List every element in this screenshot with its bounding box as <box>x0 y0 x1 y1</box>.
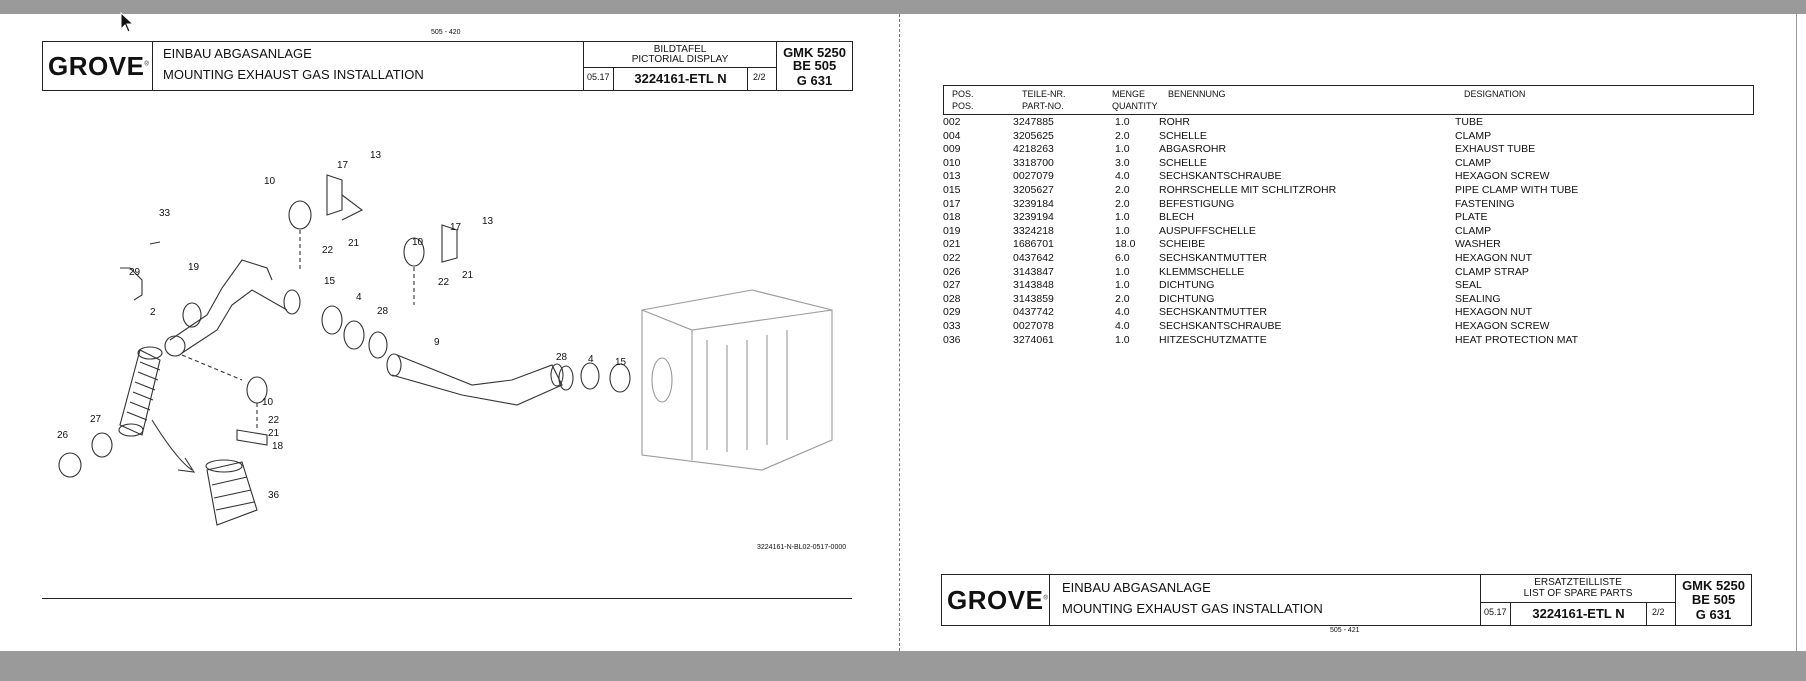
svg-text:19: 19 <box>188 262 200 273</box>
svg-text:4: 4 <box>356 292 362 303</box>
sheet-number-right: 2/2 <box>1652 607 1665 617</box>
logo-cell <box>43 42 153 90</box>
fastening-17-top <box>327 175 342 215</box>
table-row <box>943 211 1753 225</box>
model-line-3-right: G 631 <box>1695 607 1732 622</box>
cell-name-en: FASTENING <box>1455 197 1515 210</box>
cell-name-en: CLAMP <box>1455 129 1492 142</box>
cell-part: 3318700 <box>1013 156 1054 169</box>
table-row <box>943 143 1753 157</box>
cell-pos: 002 <box>943 116 961 128</box>
cell-pos: 018 <box>943 211 961 224</box>
cell-part: 3239194 <box>1013 211 1054 224</box>
header-pos-de: POS. <box>952 89 974 99</box>
cell-part: 4218263 <box>1013 143 1054 156</box>
cell-name-de: DICHTUNG <box>1159 279 1215 292</box>
cell-name-de: DICHTUNG <box>1159 292 1215 305</box>
svg-text:13: 13 <box>370 150 382 161</box>
cell-qty: 4.0 <box>1115 319 1130 332</box>
page-right-edge <box>1796 14 1806 651</box>
table-row <box>943 252 1753 266</box>
exhaust-tube-part <box>387 354 563 405</box>
cell-name-de: SECHSKANTMUTTER <box>1159 306 1267 319</box>
svg-text:33: 33 <box>159 208 171 219</box>
cell-name-en: WASHER <box>1455 238 1501 251</box>
cell-name-en: PIPE CLAMP WITH TUBE <box>1455 183 1579 196</box>
title-de: EINBAU ABGASANLAGE <box>163 46 312 61</box>
doc-type-en: PICTORIAL DISPLAY <box>631 54 729 65</box>
title-block-right <box>941 574 1752 626</box>
cell-qty: 1.0 <box>1115 224 1130 237</box>
table-row <box>943 293 1753 307</box>
model-line-2: BE 505 <box>792 58 837 73</box>
cell-name-de: SCHELLE <box>1159 129 1207 142</box>
cell-pos: 010 <box>943 156 961 169</box>
clamp-15-right <box>610 364 630 392</box>
svg-text:10: 10 <box>412 237 424 248</box>
cell-name-en: HEXAGON NUT <box>1455 251 1533 264</box>
cell-pos: 015 <box>943 183 961 196</box>
cell-qty: 2.0 <box>1115 129 1130 142</box>
mouse-cursor-icon <box>120 12 136 34</box>
cell-qty: 2.0 <box>1115 183 1130 196</box>
drawing-number: 3224161-N-BL02-0517-0000 <box>757 544 847 551</box>
heat-mat-36 <box>206 460 257 525</box>
cell-qty: 1.0 <box>1115 333 1130 346</box>
svg-text:15: 15 <box>615 357 627 368</box>
cell-name-de: SECHSKANTSCHRAUBE <box>1159 170 1282 183</box>
svg-text:28: 28 <box>556 352 568 363</box>
title-block-left <box>42 41 853 91</box>
table-row <box>943 238 1753 252</box>
grove-logo: GROVE® <box>48 51 150 81</box>
svg-text:17: 17 <box>337 160 349 171</box>
cell-name-de: SECHSKANTMUTTER <box>1159 251 1267 264</box>
svg-text:26: 26 <box>57 430 69 441</box>
cell-qty: 1.0 <box>1115 143 1130 156</box>
cell-qty: 2.0 <box>1115 292 1130 305</box>
cell-part: 0027079 <box>1013 170 1054 183</box>
cell-pos: 026 <box>943 265 961 278</box>
svg-text:18: 18 <box>272 441 284 452</box>
table-row <box>943 130 1753 144</box>
svg-text:36: 36 <box>268 490 280 501</box>
svg-text:13: 13 <box>482 216 494 227</box>
cell-part: 3143847 <box>1013 265 1054 278</box>
cell-name-en: SEAL <box>1455 279 1482 292</box>
page-ref-left: 505 - 420 <box>431 29 461 36</box>
viewer-top-bar <box>0 0 1806 14</box>
cell-name-de: HITZESCHUTZMATTE <box>1159 333 1267 346</box>
model-line-2-right: BE 505 <box>1691 592 1736 607</box>
cell-name-de: SECHSKANTSCHRAUBE <box>1159 319 1282 332</box>
svg-text:22: 22 <box>322 245 334 256</box>
svg-text:29: 29 <box>129 267 141 278</box>
cell-part: 0027078 <box>1013 319 1054 332</box>
header-name-en: DESIGNATION <box>1464 89 1526 99</box>
cell-pos: 029 <box>943 306 961 319</box>
cell-part: 3205627 <box>1013 183 1054 196</box>
svg-text:21: 21 <box>268 428 280 439</box>
doc-number-right: 3224161-ETL N <box>1532 606 1625 621</box>
clamp-26 <box>59 453 81 477</box>
parts-list-header <box>943 85 1754 115</box>
cell-pos: 019 <box>943 224 961 237</box>
cell-part: 3324218 <box>1013 224 1054 237</box>
title-en-right: MOUNTING EXHAUST GAS INSTALLATION <box>1062 601 1323 616</box>
doc-date-right: 05.17 <box>1484 607 1507 617</box>
table-row <box>943 334 1753 348</box>
assembly-arrow <box>152 420 192 470</box>
cell-part: 3274061 <box>1013 333 1054 346</box>
header-name-de: BENENNUNG <box>1168 89 1226 99</box>
doc-type-en-right: LIST OF SPARE PARTS <box>1523 588 1633 599</box>
exploded-drawing <box>42 140 862 560</box>
cell-qty: 3.0 <box>1115 156 1130 169</box>
table-row <box>943 320 1753 334</box>
cell-qty: 4.0 <box>1115 170 1130 183</box>
cell-name-en: HEXAGON NUT <box>1455 306 1533 319</box>
cell-name-de: BEFESTIGUNG <box>1159 197 1235 210</box>
cell-pos: 033 <box>943 319 961 332</box>
cell-part: 3247885 <box>1013 116 1054 128</box>
cell-part: 0437742 <box>1013 306 1054 319</box>
cell-name-en: HEAT PROTECTION MAT <box>1455 333 1579 346</box>
header-pos-en: POS. <box>952 101 974 111</box>
clamp-10-top <box>289 201 311 229</box>
screw-29-33 <box>120 242 160 268</box>
svg-text:27: 27 <box>90 414 102 425</box>
clamp-15-left <box>322 306 342 334</box>
cell-name-de: BLECH <box>1159 211 1195 224</box>
cell-pos: 021 <box>943 238 961 251</box>
table-row <box>943 116 1753 130</box>
header-qty-en: QUANTITY <box>1112 101 1158 111</box>
cell-name-de: SCHEIBE <box>1159 238 1206 251</box>
flex-pipe-part <box>119 347 162 436</box>
cell-pos: 028 <box>943 292 961 305</box>
cell-part: 3143848 <box>1013 279 1054 292</box>
viewer-bottom-bar <box>0 651 1806 681</box>
muffler-assembly <box>642 290 832 470</box>
svg-text:10: 10 <box>264 176 276 187</box>
header-part-de: TEILE-NR. <box>1022 89 1066 99</box>
cell-name-en: SEALING <box>1455 292 1501 305</box>
seal-27 <box>92 433 112 457</box>
title-en: MOUNTING EXHAUST GAS INSTALLATION <box>163 67 424 82</box>
seal-28-left <box>369 332 387 358</box>
svg-text:10: 10 <box>262 397 274 408</box>
svg-text:21: 21 <box>348 238 360 249</box>
cell-pos: 017 <box>943 197 961 210</box>
cell-name-en: EXHAUST TUBE <box>1455 143 1536 156</box>
cell-part: 3205625 <box>1013 129 1054 142</box>
cell-pos: 009 <box>943 143 961 156</box>
cell-qty: 4.0 <box>1115 306 1130 319</box>
cell-part: 0437642 <box>1013 251 1054 264</box>
table-row <box>943 170 1753 184</box>
model-line-1: GMK 5250 <box>783 45 846 60</box>
table-row <box>943 198 1753 212</box>
cell-name-en: HEXAGON SCREW <box>1455 170 1550 183</box>
cell-name-en: HEXAGON SCREW <box>1455 319 1550 332</box>
cell-qty: 1.0 <box>1115 116 1130 128</box>
cell-part: 1686701 <box>1013 238 1054 251</box>
cell-pos: 027 <box>943 279 961 292</box>
doc-type-de: BILDTAFEL <box>653 44 707 55</box>
table-row <box>943 306 1753 320</box>
table-row <box>943 279 1753 293</box>
clamp-4-left <box>344 321 364 349</box>
cell-name-en: TUBE <box>1455 116 1484 128</box>
cell-name-de: ROHR <box>1159 116 1190 128</box>
doc-type-de-right: ERSATZTEILLISTE <box>1534 577 1622 588</box>
svg-text:21: 21 <box>462 270 474 281</box>
clamp-4-right <box>581 363 599 389</box>
table-row <box>943 225 1753 239</box>
cell-name-de: KLEMMSCHELLE <box>1159 265 1245 278</box>
cell-qty: 1.0 <box>1115 265 1130 278</box>
svg-text:4: 4 <box>588 354 594 365</box>
svg-text:22: 22 <box>268 415 280 426</box>
cell-name-de: ROHRSCHELLE MIT SCHLITZROHR <box>1159 183 1337 196</box>
cell-qty: 6.0 <box>1115 251 1130 264</box>
sheet-number: 2/2 <box>753 72 766 82</box>
page-ref-right: 505 - 421 <box>1330 627 1360 634</box>
grove-logo-right: GROVE® <box>947 585 1049 615</box>
seal-28-right <box>559 366 573 390</box>
page-divider <box>899 14 900 651</box>
cell-pos: 013 <box>943 170 961 183</box>
header-part-en: PART-NO. <box>1022 101 1064 111</box>
svg-text:28: 28 <box>377 306 389 317</box>
svg-text:15: 15 <box>324 276 336 287</box>
model-line-1-right: GMK 5250 <box>1682 578 1745 593</box>
cell-name-en: PLATE <box>1455 211 1488 224</box>
cell-name-en: CLAMP <box>1455 224 1492 237</box>
clamp-19 <box>183 303 201 327</box>
cell-pos: 004 <box>943 129 961 142</box>
cell-name-de: SCHELLE <box>1159 156 1207 169</box>
cell-pos: 036 <box>943 333 961 346</box>
cell-name-en: CLAMP <box>1455 156 1492 169</box>
cell-qty: 1.0 <box>1115 211 1130 224</box>
left-page-bottom-rule <box>42 598 852 599</box>
cell-name-de: AUSPUFFSCHELLE <box>1159 224 1256 237</box>
cell-name-en: CLAMP STRAP <box>1455 265 1529 278</box>
cell-qty: 1.0 <box>1115 279 1130 292</box>
svg-text:2: 2 <box>150 307 156 318</box>
svg-text:9: 9 <box>434 337 440 348</box>
svg-text:17: 17 <box>450 222 462 233</box>
cell-pos: 022 <box>943 251 961 264</box>
cell-qty: 2.0 <box>1115 197 1130 210</box>
table-row <box>943 157 1753 171</box>
cell-part: 3143859 <box>1013 292 1054 305</box>
logo-cell-right <box>942 575 1050 625</box>
title-de-right: EINBAU ABGASANLAGE <box>1062 580 1211 595</box>
header-qty-de: MENGE <box>1112 89 1146 99</box>
cell-part: 3239184 <box>1013 197 1054 210</box>
model-line-3: G 631 <box>796 73 833 88</box>
plate-18 <box>237 430 267 445</box>
doc-number: 3224161-ETL N <box>634 71 727 86</box>
cell-name-de: ABGASROHR <box>1159 143 1227 156</box>
table-row <box>943 266 1753 280</box>
cell-qty: 18.0 <box>1115 238 1136 251</box>
svg-text:22: 22 <box>438 277 450 288</box>
parts-list-table <box>943 116 1753 347</box>
table-row <box>943 184 1753 198</box>
doc-date: 05.17 <box>587 72 610 82</box>
